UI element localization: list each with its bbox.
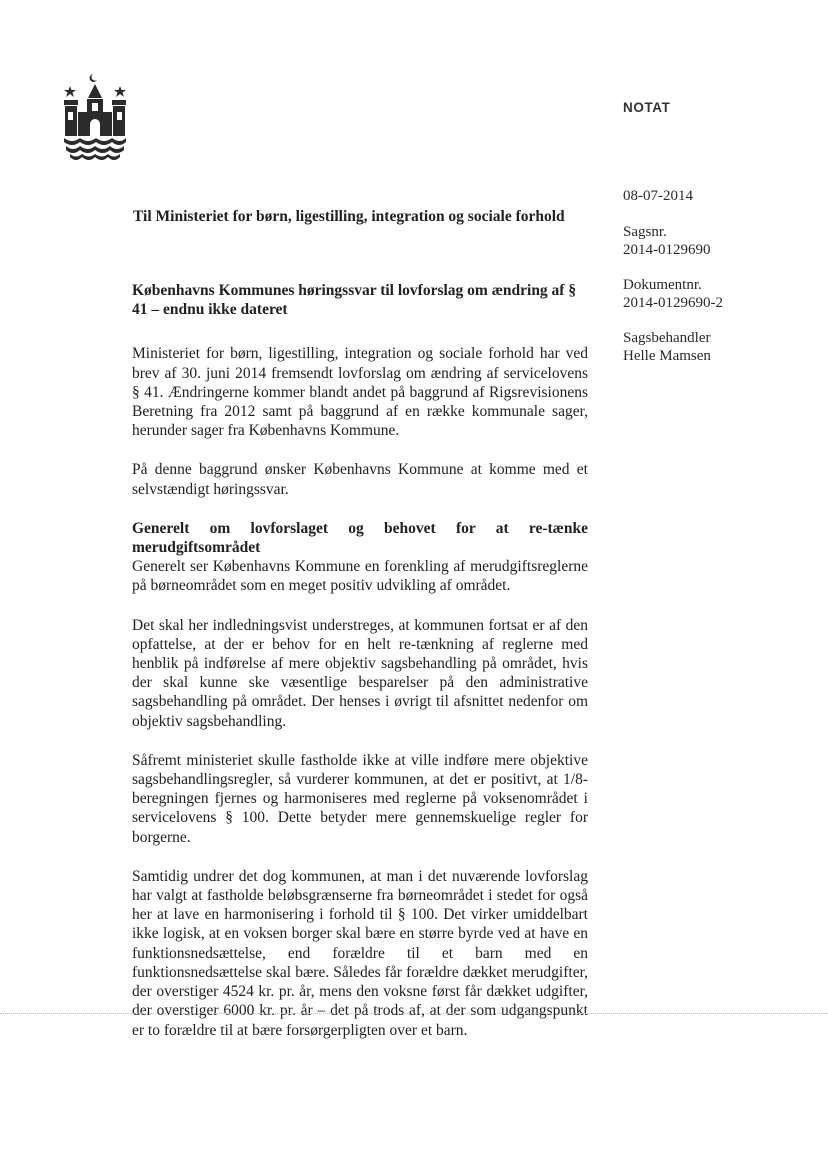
subject-heading: Københavns Kommunes høringssvar til lovforslag om ændring af § 41 – endnu ikke dateret xyxy=(132,282,577,319)
paragraph-1: Ministeriet for børn, ligestilling, integration og sociale forhold har ved brev af 30. juni 2014 fremsendt lovforslag om ændring af servicelovens § 41. Ændringerne kommer blandt andet på baggrund af Rigsrevisionens Beretning fra 2012 samt på baggrund af en række kommunale sager, herunder sager fra Københavns Kommune. xyxy=(132,345,588,440)
paragraph-3: Generelt ser Københavns Kommune en forenkling af merudgiftsreglerne på børneområdet som en meget positiv udvikling af området. xyxy=(132,558,588,595)
document-body xyxy=(132,281,588,1060)
case-number-block xyxy=(623,223,813,259)
paragraph-2: På denne baggrund ønsker Københavns Kommune at komme med et selvstændigt høringssvar. xyxy=(132,461,588,498)
document-date: 08-07-2014 xyxy=(623,188,693,204)
document-type-label: NOTAT xyxy=(623,100,671,115)
fold-divider xyxy=(0,1013,828,1014)
case-number-value: 2014-0129690 xyxy=(623,242,711,258)
document-number-label: Dokumentnr. xyxy=(623,277,702,293)
paragraph-4: Det skal her indledningsvist understreges, at kommunen fortsat er af den opfattelse, at der er behov for en helt re-tænkning af reglerne med henblik på indførelse af mere objektiv sagsbehandling på området, hvis der skal kunne ske væsentlige besparelser på den administrative sagsbehandling på området. Der henses i øvrigt til afsnittet nedenfor om objektiv sagsbehandling. xyxy=(132,616,588,730)
case-handler-name: Helle Mamsen xyxy=(623,348,711,364)
city-coat-of-arms-icon xyxy=(62,72,128,166)
case-handler-block xyxy=(623,329,813,365)
document-metadata xyxy=(623,187,813,382)
paragraph-5: Såfremt ministeriet skulle fastholde ikke at ville indføre mere objektive sagsbehandlingsregler, så vurderer kommunen, at det er positivt, at 1/8-beregningen fjernes og harmoniseres med reglerne på voksenområdet i servicelovens § 100. Dette betyder mere gennemskuelige regler for borgerne. xyxy=(132,751,588,846)
paragraph-6: Samtidig undrer det dog kommunen, at man i det nuværende lovforslag har valgt at fastholde beløbsgrænserne fra børneområdet i stedet for også her at lave en harmonisering i forhold til § 100. Det virker umiddelbart ikke logisk, at en voksen borger skal bære en større byrde ved at have en funktionsnedsættelse, end forældre til et barn med en funktionsnedsættelse skal bære. Således får forældre dækket merudgifter, der overstiger 4524 kr. pr. år, mens den voksne først får dækket udgifter, der overstiger 6000 kr. pr. år – det på trods af, at der som udgangspunkt er to forældre til at bære forsørgerpligten over et barn. xyxy=(132,867,588,1039)
recipient-heading: Til Ministeriet for børn, ligestilling, integration og sociale forhold xyxy=(133,208,565,225)
case-handler-label: Sagsbehandler xyxy=(623,330,711,346)
section-heading: Generelt om lovforslaget og behovet for at re-tænke merudgiftsområdet xyxy=(132,519,588,557)
document-number-value: 2014-0129690-2 xyxy=(623,295,723,311)
document-number-block xyxy=(623,276,813,312)
case-number-label: Sagsnr. xyxy=(623,224,667,240)
